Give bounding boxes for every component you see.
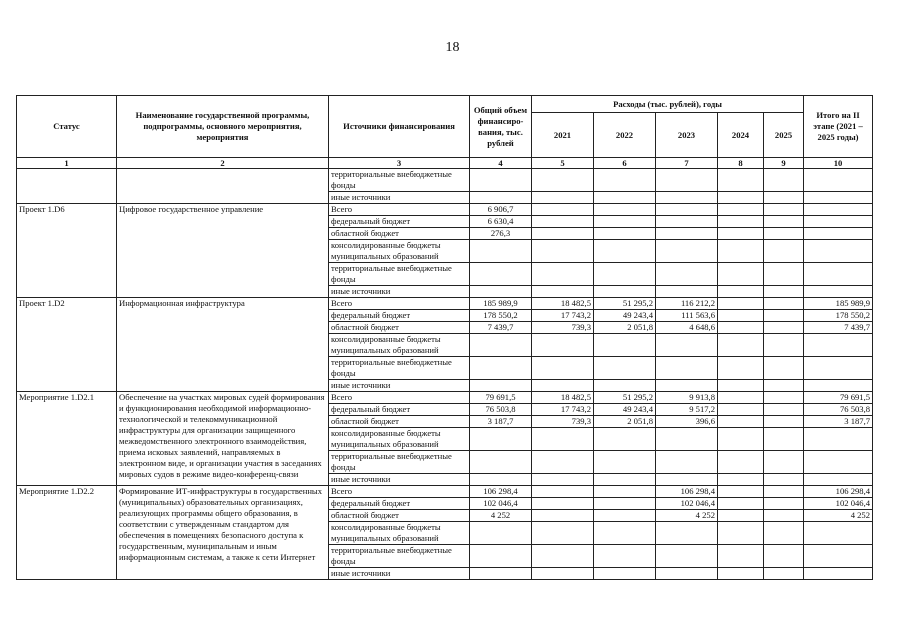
total-cell	[470, 263, 532, 286]
year-2022-cell: 49 243,4	[594, 310, 656, 322]
year-2024-cell	[718, 169, 764, 192]
year-2024-cell	[718, 310, 764, 322]
stage-total-cell: 3 187,7	[804, 416, 873, 428]
year-2025-cell	[764, 216, 804, 228]
year-2025-cell	[764, 357, 804, 380]
year-2025-cell	[764, 522, 804, 545]
year-2022-cell	[594, 228, 656, 240]
year-2025-cell	[764, 192, 804, 204]
stage-total-cell	[804, 522, 873, 545]
year-2023-cell	[656, 240, 718, 263]
year-2022-cell: 2 051,8	[594, 416, 656, 428]
program-name-cell: Информационная инфраструктура	[117, 298, 329, 392]
year-2025-cell	[764, 240, 804, 263]
year-2025-cell	[764, 263, 804, 286]
year-2023-cell: 9 517,2	[656, 404, 718, 416]
stage-total-cell: 7 439,7	[804, 322, 873, 334]
year-2024-cell	[718, 522, 764, 545]
year-2025-cell	[764, 169, 804, 192]
stage-total-cell	[804, 216, 873, 228]
year-2021-cell	[532, 428, 594, 451]
stage-total-cell: 76 503,8	[804, 404, 873, 416]
stage-total-cell	[804, 169, 873, 192]
year-2024-cell	[718, 451, 764, 474]
stage-total-cell	[804, 286, 873, 298]
year-2024-cell	[718, 380, 764, 392]
status-cell	[17, 169, 117, 204]
year-2022-cell	[594, 286, 656, 298]
year-2023-cell	[656, 522, 718, 545]
year-2023-cell	[656, 334, 718, 357]
table-row	[17, 204, 873, 216]
source-cell: Всего	[329, 204, 470, 216]
stage-total-cell	[804, 192, 873, 204]
year-2024-cell	[718, 404, 764, 416]
source-cell: территориальные внебюджетные фонды	[329, 263, 470, 286]
year-2024-cell	[718, 474, 764, 486]
year-2021-cell: 17 743,2	[532, 404, 594, 416]
year-2025-cell	[764, 322, 804, 334]
header-year-2022: 2022	[594, 113, 656, 158]
year-2024-cell	[718, 192, 764, 204]
year-2025-cell	[764, 310, 804, 322]
year-2025-cell	[764, 474, 804, 486]
year-2023-cell: 111 563,6	[656, 310, 718, 322]
year-2021-cell	[532, 357, 594, 380]
program-name-cell: Формирование ИТ-инфраструктуры в государственных (муниципальных) образовательных организациях, реализующих программы общего образования, в соответствии с утвержденным стандартом для обеспечения в помещениях безопасного доступа к государственным, муниципальным и иным информационным системам, а также к сети Интернет	[117, 486, 329, 580]
year-2024-cell	[718, 486, 764, 498]
source-cell: федеральный бюджет	[329, 404, 470, 416]
year-2024-cell	[718, 298, 764, 310]
year-2025-cell	[764, 204, 804, 216]
header-sources: Источники финансирования	[329, 96, 470, 158]
year-2022-cell	[594, 474, 656, 486]
year-2022-cell	[594, 192, 656, 204]
year-2024-cell	[718, 545, 764, 568]
year-2021-cell	[532, 228, 594, 240]
year-2025-cell	[764, 334, 804, 357]
year-2024-cell	[718, 510, 764, 522]
source-cell: областной бюджет	[329, 228, 470, 240]
year-2025-cell	[764, 298, 804, 310]
total-cell: 79 691,5	[470, 392, 532, 404]
year-2023-cell	[656, 228, 718, 240]
stage-total-cell	[804, 240, 873, 263]
column-number: 6	[594, 158, 656, 169]
stage-total-cell	[804, 545, 873, 568]
source-cell: консолидированные бюджеты муниципальных образований	[329, 334, 470, 357]
year-2023-cell	[656, 216, 718, 228]
total-cell: 4 252	[470, 510, 532, 522]
year-2021-cell	[532, 474, 594, 486]
year-2021-cell	[532, 286, 594, 298]
year-2023-cell	[656, 545, 718, 568]
status-cell: Проект 1.D2	[17, 298, 117, 392]
year-2024-cell	[718, 357, 764, 380]
year-2023-cell: 9 913,8	[656, 392, 718, 404]
source-cell: областной бюджет	[329, 322, 470, 334]
year-2021-cell	[532, 240, 594, 263]
year-2022-cell: 51 295,2	[594, 298, 656, 310]
year-2024-cell	[718, 416, 764, 428]
year-2021-cell	[532, 334, 594, 357]
year-2021-cell: 18 482,5	[532, 298, 594, 310]
year-2021-cell	[532, 204, 594, 216]
header-year-2021: 2021	[532, 113, 594, 158]
year-2021-cell	[532, 263, 594, 286]
header-year-2024: 2024	[718, 113, 764, 158]
total-cell: 3 187,7	[470, 416, 532, 428]
year-2024-cell	[718, 392, 764, 404]
total-cell	[470, 545, 532, 568]
year-2024-cell	[718, 263, 764, 286]
header-year-2025: 2025	[764, 113, 804, 158]
source-cell: федеральный бюджет	[329, 216, 470, 228]
source-cell: консолидированные бюджеты муниципальных образований	[329, 240, 470, 263]
year-2023-cell	[656, 192, 718, 204]
year-2025-cell	[764, 510, 804, 522]
column-number: 3	[329, 158, 470, 169]
stage-total-cell: 178 550,2	[804, 310, 873, 322]
year-2023-cell	[656, 474, 718, 486]
column-number: 8	[718, 158, 764, 169]
year-2023-cell	[656, 451, 718, 474]
column-number: 9	[764, 158, 804, 169]
source-cell: Всего	[329, 392, 470, 404]
header-program-name: Наименование государственной программы, подпрограммы, основного мероприятия, мероприятия	[117, 96, 329, 158]
stage-total-cell: 4 252	[804, 510, 873, 522]
year-2021-cell: 739,3	[532, 416, 594, 428]
program-name-cell: Обеспечение на участках мировых судей формирования и функционирования необходимой информационно-технологической и телекоммуникационной инфраструктуры для организации защищенного межведомственного электронного взаимодействия, приема исковых заявлений, направляемых в электронном виде, и организации участия в заседаниях мировых судов в режиме видео-конференц-связи	[117, 392, 329, 486]
year-2022-cell	[594, 545, 656, 568]
header-expenses: Расходы (тыс. рублей), годы	[532, 96, 804, 113]
source-cell: консолидированные бюджеты муниципальных образований	[329, 428, 470, 451]
column-number: 10	[804, 158, 873, 169]
status-cell: Мероприятие 1.D2.2	[17, 486, 117, 580]
year-2023-cell	[656, 380, 718, 392]
stage-total-cell	[804, 204, 873, 216]
header-stage-total: Итого на II этапе (2021 – 2025 годы)	[804, 96, 873, 158]
year-2023-cell	[656, 357, 718, 380]
year-2022-cell	[594, 486, 656, 498]
year-2023-cell: 116 212,2	[656, 298, 718, 310]
year-2025-cell	[764, 486, 804, 498]
total-cell	[470, 568, 532, 580]
year-2022-cell	[594, 510, 656, 522]
year-2021-cell: 739,3	[532, 322, 594, 334]
stage-total-cell: 106 298,4	[804, 486, 873, 498]
year-2024-cell	[718, 334, 764, 357]
year-2023-cell	[656, 286, 718, 298]
total-cell	[470, 192, 532, 204]
year-2022-cell: 49 243,4	[594, 404, 656, 416]
year-2025-cell	[764, 498, 804, 510]
total-cell	[470, 428, 532, 451]
year-2023-cell: 396,6	[656, 416, 718, 428]
header-total: Общий объем финансиро-вания, тыс. рублей	[470, 96, 532, 158]
year-2022-cell: 51 295,2	[594, 392, 656, 404]
column-number: 7	[656, 158, 718, 169]
total-cell	[470, 286, 532, 298]
year-2023-cell: 4 648,6	[656, 322, 718, 334]
source-cell: областной бюджет	[329, 510, 470, 522]
source-cell: федеральный бюджет	[329, 498, 470, 510]
header-year-2023: 2023	[656, 113, 718, 158]
year-2021-cell	[532, 522, 594, 545]
year-2022-cell	[594, 428, 656, 451]
year-2022-cell	[594, 380, 656, 392]
year-2021-cell	[532, 498, 594, 510]
year-2025-cell	[764, 545, 804, 568]
total-cell: 6 906,7	[470, 204, 532, 216]
column-number: 5	[532, 158, 594, 169]
stage-total-cell	[804, 451, 873, 474]
year-2022-cell	[594, 240, 656, 263]
source-cell: территориальные внебюджетные фонды	[329, 451, 470, 474]
total-cell	[470, 451, 532, 474]
status-cell: Мероприятие 1.D2.1	[17, 392, 117, 486]
stage-total-cell	[804, 334, 873, 357]
year-2021-cell: 17 743,2	[532, 310, 594, 322]
table-row	[17, 486, 873, 498]
stage-total-cell	[804, 228, 873, 240]
year-2022-cell	[594, 204, 656, 216]
total-cell: 106 298,4	[470, 486, 532, 498]
year-2021-cell	[532, 216, 594, 228]
total-cell: 6 630,4	[470, 216, 532, 228]
status-cell: Проект 1.D6	[17, 204, 117, 298]
total-cell	[470, 522, 532, 545]
year-2023-cell: 106 298,4	[656, 486, 718, 498]
header-status: Статус	[17, 96, 117, 158]
total-cell	[470, 240, 532, 263]
total-cell: 102 046,4	[470, 498, 532, 510]
year-2025-cell	[764, 568, 804, 580]
column-number: 1	[17, 158, 117, 169]
year-2024-cell	[718, 322, 764, 334]
page-number: 18	[445, 40, 460, 55]
total-cell	[470, 474, 532, 486]
year-2021-cell	[532, 380, 594, 392]
year-2021-cell	[532, 568, 594, 580]
year-2023-cell: 4 252	[656, 510, 718, 522]
table-row	[17, 169, 873, 192]
column-number: 4	[470, 158, 532, 169]
source-cell: территориальные внебюджетные фонды	[329, 357, 470, 380]
column-number: 2	[117, 158, 329, 169]
source-cell: иные источники	[329, 380, 470, 392]
year-2021-cell: 18 482,5	[532, 392, 594, 404]
program-name-cell	[117, 169, 329, 204]
program-name-cell: Цифровое государственное управление	[117, 204, 329, 298]
year-2024-cell	[718, 216, 764, 228]
stage-total-cell	[804, 474, 873, 486]
year-2022-cell	[594, 169, 656, 192]
total-cell	[470, 334, 532, 357]
total-cell	[470, 169, 532, 192]
source-cell: Всего	[329, 298, 470, 310]
year-2023-cell: 102 046,4	[656, 498, 718, 510]
total-cell: 276,3	[470, 228, 532, 240]
year-2022-cell	[594, 357, 656, 380]
source-cell: Всего	[329, 486, 470, 498]
year-2023-cell	[656, 204, 718, 216]
year-2024-cell	[718, 568, 764, 580]
source-cell: иные источники	[329, 474, 470, 486]
year-2022-cell	[594, 522, 656, 545]
year-2025-cell	[764, 416, 804, 428]
year-2024-cell	[718, 228, 764, 240]
year-2023-cell	[656, 428, 718, 451]
year-2022-cell: 2 051,8	[594, 322, 656, 334]
year-2025-cell	[764, 404, 804, 416]
total-cell	[470, 357, 532, 380]
source-cell: иные источники	[329, 286, 470, 298]
year-2023-cell	[656, 169, 718, 192]
stage-total-cell	[804, 357, 873, 380]
year-2021-cell	[532, 451, 594, 474]
year-2022-cell	[594, 334, 656, 357]
source-cell: территориальные внебюджетные фонды	[329, 169, 470, 192]
year-2022-cell	[594, 216, 656, 228]
year-2025-cell	[764, 286, 804, 298]
stage-total-cell	[804, 568, 873, 580]
year-2025-cell	[764, 228, 804, 240]
table-row	[17, 298, 873, 310]
year-2025-cell	[764, 428, 804, 451]
total-cell: 76 503,8	[470, 404, 532, 416]
year-2024-cell	[718, 286, 764, 298]
source-cell: федеральный бюджет	[329, 310, 470, 322]
stage-total-cell: 185 989,9	[804, 298, 873, 310]
year-2021-cell	[532, 169, 594, 192]
year-2021-cell	[532, 192, 594, 204]
year-2023-cell	[656, 568, 718, 580]
source-cell: иные источники	[329, 192, 470, 204]
year-2025-cell	[764, 451, 804, 474]
year-2021-cell	[532, 486, 594, 498]
funding-table	[16, 95, 873, 580]
year-2025-cell	[764, 392, 804, 404]
stage-total-cell: 79 691,5	[804, 392, 873, 404]
year-2022-cell	[594, 568, 656, 580]
total-cell	[470, 380, 532, 392]
year-2022-cell	[594, 451, 656, 474]
source-cell: территориальные внебюджетные фонды	[329, 545, 470, 568]
year-2024-cell	[718, 428, 764, 451]
year-2021-cell	[532, 545, 594, 568]
stage-total-cell	[804, 263, 873, 286]
source-cell: областной бюджет	[329, 416, 470, 428]
total-cell: 178 550,2	[470, 310, 532, 322]
year-2025-cell	[764, 380, 804, 392]
total-cell: 7 439,7	[470, 322, 532, 334]
source-cell: консолидированные бюджеты муниципальных образований	[329, 522, 470, 545]
year-2021-cell	[532, 510, 594, 522]
stage-total-cell	[804, 428, 873, 451]
source-cell: иные источники	[329, 568, 470, 580]
table-row	[17, 392, 873, 404]
year-2022-cell	[594, 263, 656, 286]
year-2022-cell	[594, 498, 656, 510]
year-2023-cell	[656, 263, 718, 286]
year-2024-cell	[718, 204, 764, 216]
year-2024-cell	[718, 498, 764, 510]
year-2024-cell	[718, 240, 764, 263]
stage-total-cell: 102 046,4	[804, 498, 873, 510]
total-cell: 185 989,9	[470, 298, 532, 310]
stage-total-cell	[804, 380, 873, 392]
